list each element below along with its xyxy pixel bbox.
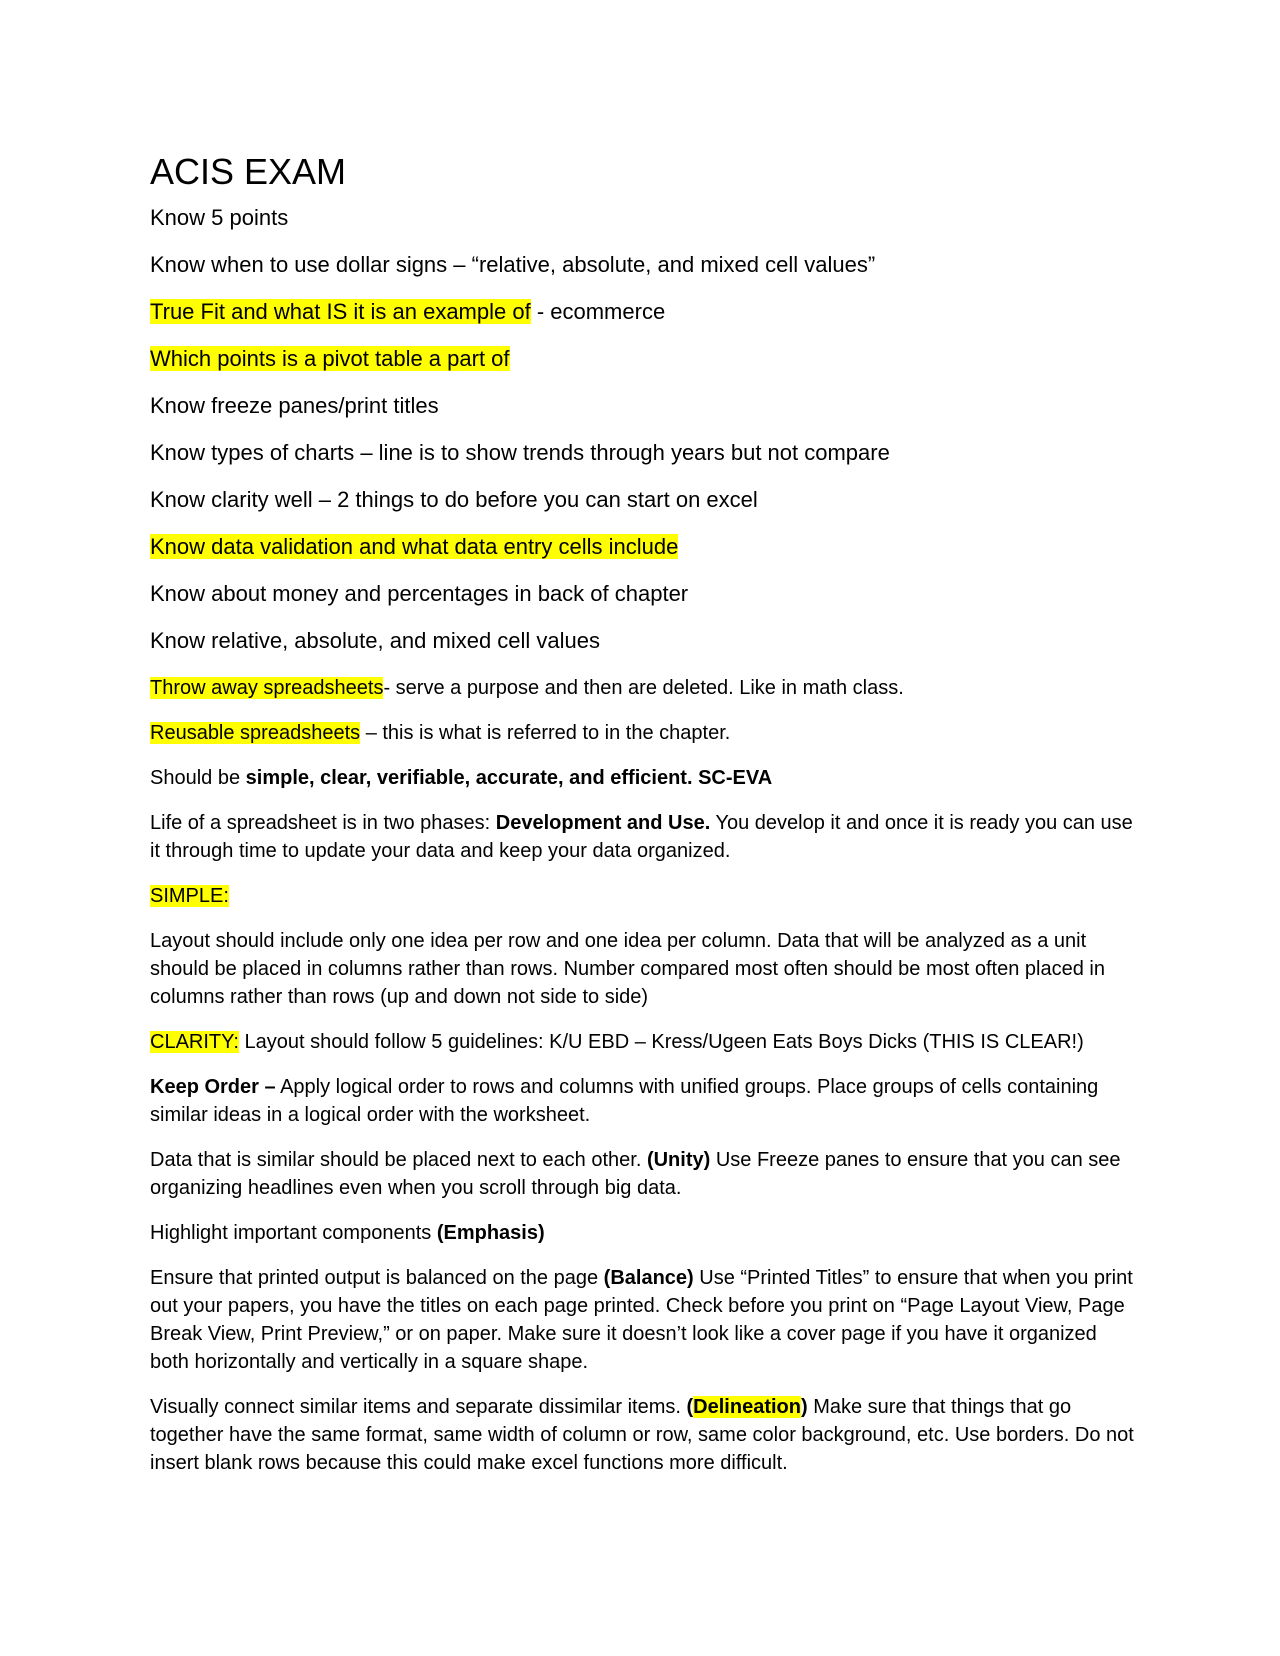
paragraph [150,1219,1140,1247]
paragraph [150,1028,1140,1056]
paragraph [150,882,1140,910]
highlighted-text: Reusable spreadsheets [150,722,361,744]
bold-text: Development and Use. [495,812,711,834]
line-text: Know relative, absolute, and mixed cell values [150,628,601,653]
note-line [150,580,1140,607]
bold-text: Keep Order – [150,1076,276,1098]
line-text: - ecommerce [530,299,666,324]
paragraph-text: Use Freeze panes to ensure that you can see organizing headlines even when you scroll through big data. [150,1149,1121,1199]
line-text: Know types of charts – line is to show trends through years but not compare [150,440,890,465]
highlighted-text: Know data validation and what data entry cells include [150,534,679,559]
note-line [150,345,1140,372]
bold-text: (Emphasis) [436,1222,545,1244]
highlighted-text: Delineation [693,1396,801,1418]
highlighted-text: CLARITY: [150,1031,239,1053]
paren-open: ( [686,1396,694,1418]
bold-text: (Balance) [603,1267,694,1289]
paragraph [150,927,1140,1011]
highlighted-text: Which points is a pivot table a part of [150,346,510,371]
paragraph-text: Apply logical order to rows and columns with unified groups. Place groups of cells containing similar ideas in a logical order with the worksheet. [150,1076,1099,1126]
paragraph [150,719,1140,747]
line-text: Know about money and percentages in back of chapter [150,581,689,606]
paragraph-text: Data that is similar should be placed next to each other. [150,1149,647,1171]
highlighted-text: True Fit and what IS it is an example of [150,299,531,324]
line-text: Know freeze panes/print titles [150,393,439,418]
bold-text [687,1396,808,1418]
paragraph-text: Layout should follow 5 guidelines: K/U EBD – Kress/Ugeen Eats Boys Dicks (THIS IS CLEAR!) [238,1031,1084,1053]
paragraph-text: Ensure that printed output is balanced on the page [150,1267,604,1289]
paragraph-text: Layout should include only one idea per row and one idea per column. Data that will be analyzed as a unit should be placed in columns rather than rows. Number compared most often should be most often placed in columns rather than rows (up and down not side to side) [150,930,1105,1008]
note-line [150,533,1140,560]
paragraph [150,1393,1140,1477]
document-title: ACIS EXAM [150,151,347,192]
paren-close: ) [800,1396,808,1418]
note-line [150,298,1140,325]
paragraph-text: Should be [150,767,246,789]
paragraph-text: Visually connect similar items and separate dissimilar items. [150,1396,687,1418]
note-line [150,204,1140,231]
note-line [150,627,1140,654]
note-line [150,392,1140,419]
paragraph-text: Use “Printed Titles” to ensure that when you print out your papers, you have the titles on each page printed. Check before you print on “Page Layout View, Page Break View, Print Preview,” or on paper. Make sure it doesn’t look like a cover page if you have it organized both horizontally and vertically in a square shape. [150,1267,1133,1373]
note-line [150,439,1140,466]
bold-text: (Unity) [646,1149,711,1171]
bold-text: simple, clear, verifiable, accurate, and efficient. SC-EVA [245,767,773,789]
note-line [150,486,1140,513]
paragraph-text: Make sure that things that go together have the same format, same width of column or row, same color background, etc. Use borders. Do not insert blank rows because this could make excel functions more difficult. [150,1396,1134,1474]
paragraph-text: - serve a purpose and then are deleted. Like in math class. [383,677,904,699]
line-text: Know clarity well – 2 things to do before you can start on excel [150,487,758,512]
paragraph-text: Highlight important components [150,1222,437,1244]
document-page [150,150,1140,1494]
paragraph [150,1073,1140,1129]
paragraph [150,1264,1140,1376]
paragraph [150,1146,1140,1202]
highlighted-text: SIMPLE: [150,885,229,907]
note-line [150,251,1140,278]
highlighted-text: Throw away spreadsheets [150,677,384,699]
line-text: Know when to use dollar signs – “relative, absolute, and mixed cell values” [150,252,876,277]
paragraph-text: – this is what is referred to in the chapter. [360,722,731,744]
paragraph-text: Life of a spreadsheet is in two phases: [150,812,496,834]
paragraph [150,809,1140,865]
paragraph [150,764,1140,792]
paragraph [150,674,1140,702]
paragraph-text: You develop it and once it is ready you can use it through time to update your data and keep your data organized. [150,812,1133,862]
line-text: Know 5 points [150,205,289,230]
